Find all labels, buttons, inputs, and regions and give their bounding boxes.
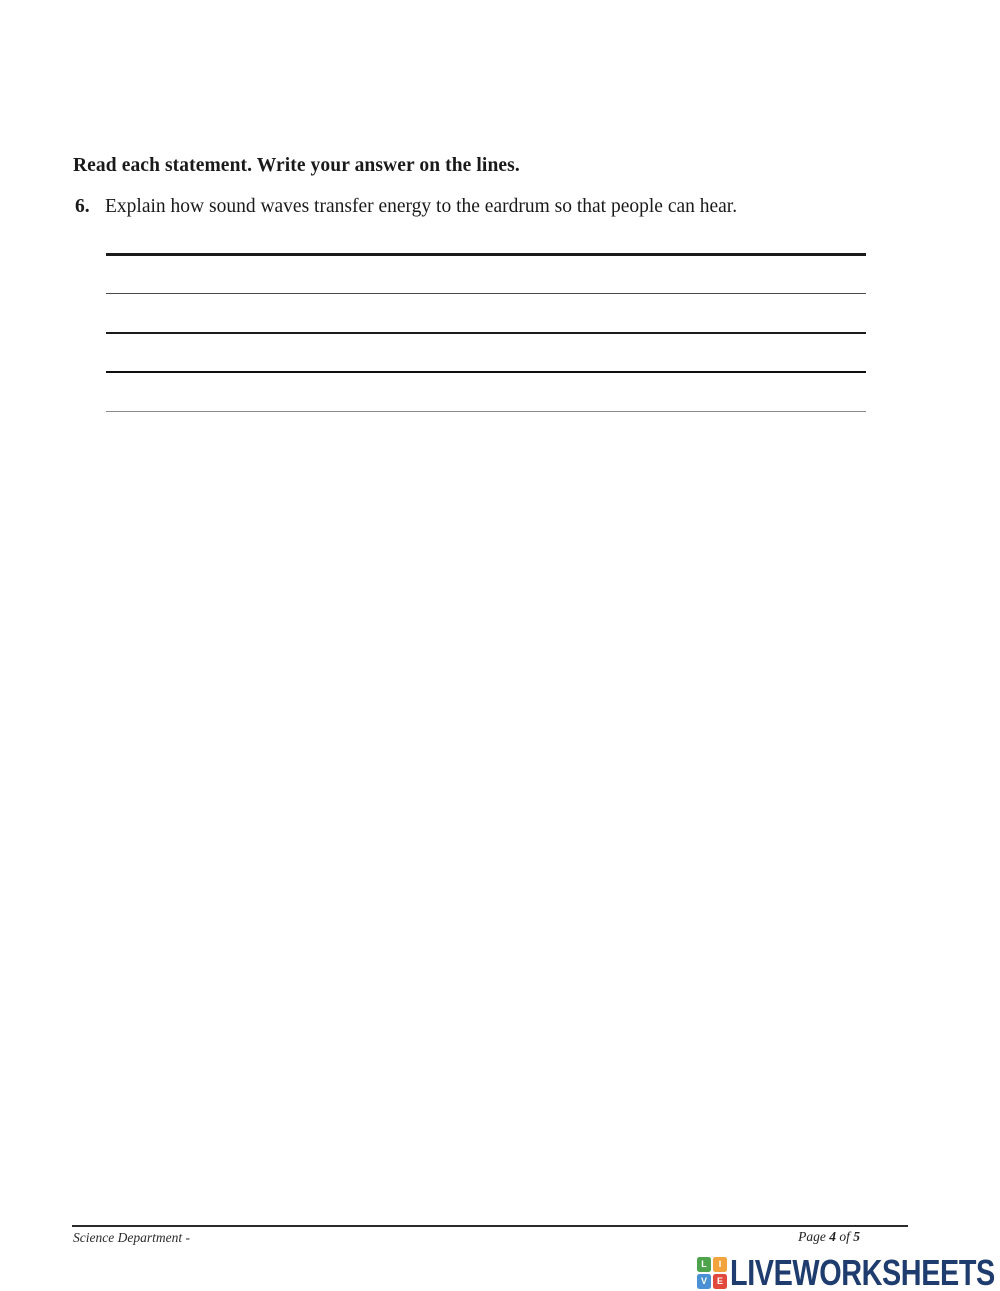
footer-divider bbox=[72, 1225, 908, 1227]
page-number-current: 4 bbox=[829, 1229, 836, 1244]
answer-line-4[interactable] bbox=[106, 371, 866, 373]
page-word: Page bbox=[798, 1229, 830, 1244]
page-of-word: of bbox=[835, 1229, 854, 1244]
answer-line-2[interactable] bbox=[106, 293, 866, 294]
liveworksheets-tiles-icon bbox=[697, 1257, 727, 1289]
page-indicator bbox=[798, 1229, 860, 1245]
footer-department-label: Science Department - bbox=[73, 1230, 190, 1245]
question-text: Explain how sound waves transfer energy to the eardrum so that people can hear. bbox=[105, 196, 738, 217]
instructions-heading: Read each statement. Write your answer on the lines. bbox=[73, 155, 520, 176]
page-number-total: 5 bbox=[853, 1229, 860, 1244]
logo-tile-l: L bbox=[697, 1257, 711, 1272]
answer-line-5[interactable] bbox=[106, 411, 866, 412]
logo-tile-i: I bbox=[713, 1257, 727, 1272]
answer-line-1[interactable] bbox=[106, 253, 866, 256]
answer-line-3[interactable] bbox=[106, 332, 866, 334]
liveworksheets-wordmark: LIVEWORKSHEETS bbox=[730, 1252, 995, 1291]
logo-tile-v: V bbox=[697, 1274, 711, 1289]
liveworksheets-logo[interactable] bbox=[697, 1252, 1000, 1291]
question-number: 6. bbox=[75, 196, 90, 217]
logo-tile-e: E bbox=[713, 1274, 727, 1289]
